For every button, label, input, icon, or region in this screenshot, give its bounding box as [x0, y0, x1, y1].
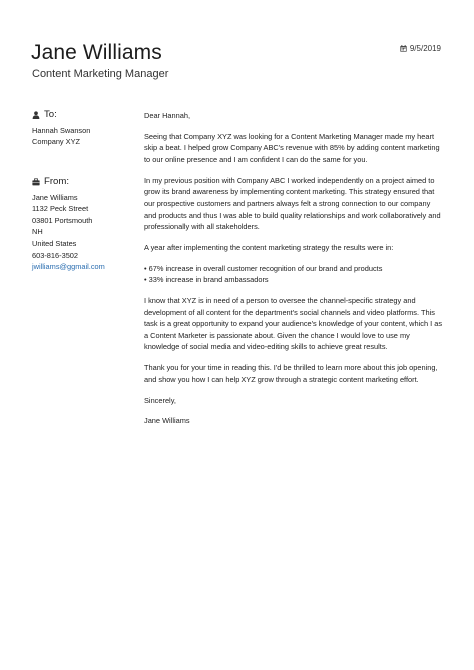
- briefcase-icon: [32, 178, 40, 186]
- sender-phone: 603-816-3502: [32, 250, 79, 260]
- date-text: 9/5/2019: [409, 44, 441, 53]
- letter-body: [144, 110, 444, 436]
- letter-bullet-list: [144, 263, 444, 286]
- sender-heading: [32, 176, 132, 188]
- recipient-heading: [32, 109, 132, 121]
- applicant-name: Jane Williams: [31, 41, 162, 64]
- sender-block: [32, 176, 132, 273]
- recipient-block: [32, 109, 132, 148]
- letter-greeting: Dear Hannah,: [144, 111, 191, 120]
- sender-name: Jane Williams: [32, 192, 78, 202]
- letter-paragraph: I know that XYZ is in need of a person to oversee the channel-specific strategy and development of all content for the department's social channels and video platforms. This task is a great opportunity to expand your audience's knowledge of your content, which I as a Content Marketer is passionate about. Given the chance I would love to use my knowledge of social media and video-editing skills to achieve great results.: [144, 296, 443, 352]
- recipient-name: Hannah Swanson: [32, 125, 91, 135]
- letter-paragraph: Seeing that Company XYZ was looking for a Content Marketing Manager made my heart skip a beat. I helped grow Company ABC's revenue with 85% by adding content marketing to our online presence and I am confident I can do the same for you.: [144, 131, 440, 164]
- recipient-company: Company XYZ: [32, 137, 81, 147]
- sender-state: NH: [32, 227, 43, 237]
- sender-email-link[interactable]: jwilliams@ggmail.com: [32, 262, 105, 272]
- person-icon: [32, 111, 40, 119]
- calendar-icon: [400, 45, 407, 52]
- letter-bullet: • 33% increase in brand ambassadors: [144, 275, 269, 285]
- letter-bullet: • 67% increase in overall customer recognition of our brand and products: [144, 263, 383, 273]
- letter-signature: Jane Williams: [144, 416, 190, 426]
- letter-closing: Sincerely,: [144, 395, 176, 405]
- recipient-heading-text: To:: [44, 109, 57, 120]
- sender-heading-text: From:: [44, 176, 70, 187]
- letter-paragraph: In my previous position with Company ABC I worked independently on a project aimed to grow its brand awareness by implementing content marketing. This strategy ensured that our prospective customers and partners always felt a strong connection to our company and products and thus I was able to build quality relationships and work collaboratively and professionally with all stakeholders.: [144, 175, 441, 232]
- sender-country: United States: [32, 238, 77, 248]
- letter-paragraph: Thank you for your time in reading this. I'd be thrilled to learn more about this job opening, and show you how I can help XYZ grow through a strategic content marketing effort.: [144, 363, 438, 384]
- sender-street: 1132 Peck Street: [32, 204, 89, 214]
- applicant-title: Content Marketing Manager: [32, 68, 169, 80]
- letter-paragraph: A year after implementing the content marketing strategy the results were in:: [144, 242, 394, 252]
- sender-city: 03801 Portsmouth: [32, 215, 93, 225]
- letter-date: [400, 44, 441, 53]
